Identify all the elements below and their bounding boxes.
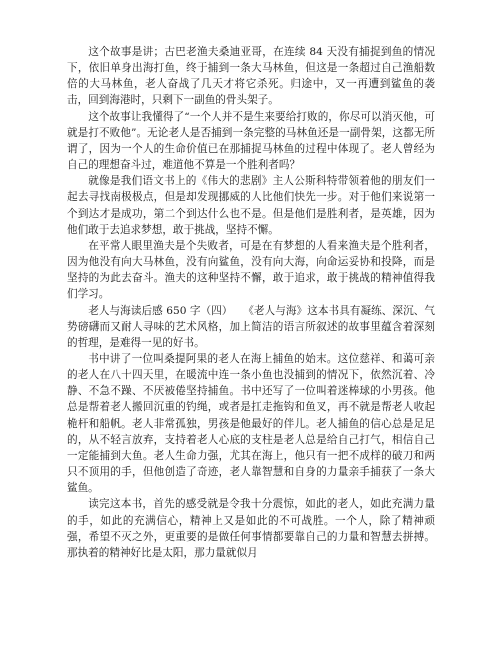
paragraph: 读完这本书，首先的感受就是令我十分震惊，如此的老人，如此充满力量的手，如此的充满信心，精神上又是如此的不可战胜。一个人，除了精神顽强，希望不灭之外，更重要的是做任何事情都要靠自己的力量和智慧去拼搏。那执着的精神好比是太阳，那力量就似月	[67, 498, 435, 559]
paragraph: 这个故事是讲；古巴老渔夫桑迪亚哥，在连续 84 天没有捕捉到鱼的情况下，依旧单身出海打鱼，终于捕到一条大马林鱼，但这是一条超过自己渔船数倍的大马林鱼，老人奋战了几天才将它杀死。归途中，又一再遭到鲨鱼的袭击，回到海港时，只剩下一副鱼的骨头架子。	[67, 46, 435, 107]
paragraph: 这个故事让我懂得了“一个人并不是生来要给打败的，你尽可以消灭他，可就是打不败他”。无论老人是否捕到一条完整的马林鱼还是一副骨架，这都无所谓了，因为一个人的生命价值已在那捕捉马林鱼的过程中体现了。老人曾经为自己的理想奋斗过，难道他不算是一个胜利者吗？	[67, 110, 435, 172]
paragraph: 就像是我们语文书上的《伟大的悲剧》主人公斯科特带领着他的朋友们一起去寻找南极极点，但是却发现挪威的人比他们快先一步。对于他们来说第一个到达才是成功，第二个到达什么也不是。但是他们是胜利者，是英雄，因为他们敢于去追求梦想，敢于挑战，坚持不懈。	[67, 175, 435, 236]
paragraph: 书中讲了一位叫桑提阿果的老人在海上捕鱼的始末。这位慈祥、和蔼可亲的老人在八十四天里，在暖流中连一条小鱼也没捕到的情况下，依然沉着、冷静、不急不躁、不厌被倦坚持捕鱼。书中还写了一位叫着迷棒球的小男孩。他总是帮着老人搬回沉重的钓绳，或者是扛走拖钩和鱼叉，再不就是帮老人收起桅杆和船帆。老人非常孤独，男孩是他最好的伴儿。老人捕鱼的信心总是足足的，从不轻言放弃，支持着老人心底的支柱是老人总是给自己打气，相信自己一定能捕到大鱼。老人生命力强，尤其在海上，他只有一把不成样的破刀和两只不顶用的手，但他创造了奇迹，老人靠智慧和自身的力量亲手捕获了一条大鲨鱼。	[67, 352, 435, 495]
paragraph: 老人与海读后感 650 字（四） 《老人与海》这本书具有凝练、深沉、气势磅礴而又耐人寻味的艺术风格，加上简洁的语言所叙述的故事里蕴含着深刻的哲理，是难得一见的好书。	[67, 304, 435, 349]
document-body	[67, 44, 435, 561]
paragraph: 在平常人眼里渔夫是个失败者，可是在有梦想的人看来渔夫是个胜利者，因为他没有向大马林鱼，没有向鲨鱼，没有向大海，向命运妥协和投降，而是坚持的为此去奋斗。渔夫的这种坚持不懈，敢于追求，敢于挑战的精神值得我们学习。	[67, 239, 435, 301]
